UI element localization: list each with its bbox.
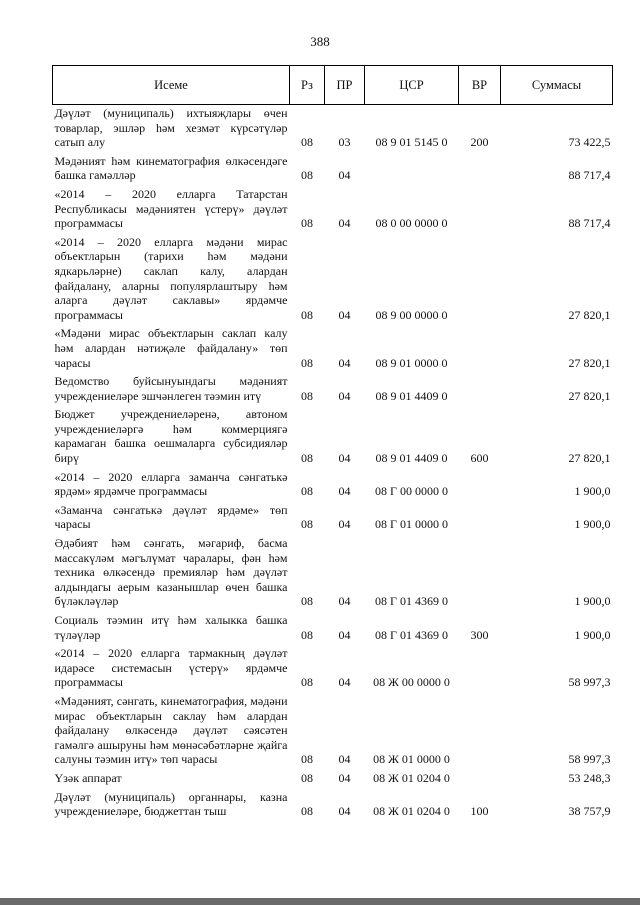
cell-vr [459,469,501,502]
cell-name: «2014 – 2020 елларга Татарстан Республикасы мәдәниятен үстерү» дәүләт программасы [54,186,288,231]
cell-rz: 08 [301,307,313,322]
cell-rz: 08 [301,627,313,642]
cell-csr: 08 Ж 01 0204 0 [373,804,450,819]
cell-sum: 1 900,0 [574,484,611,499]
cell-name: «Мәдәни мирас объектларын саклап калу һәм алардан нәтиҗәле файдалану» төп чарасы [54,326,288,370]
cell-name: «2014 – 2020 елларга тармакның дәүләт идарәсе системасын үстерү» ярдәмче программасы [54,646,288,690]
cell-vr [459,373,501,406]
cell-name: Үзәк аппарат [54,770,122,785]
table-row [53,612,613,645]
cell-pr: 04 [338,216,351,231]
table-row [53,535,613,612]
cell-pr: 04 [338,355,351,370]
cell-pr: 04 [338,168,351,183]
table-row [53,234,613,326]
cell-pr: 04 [338,484,351,499]
page-number: 388 [310,34,330,49]
cell-name: Ведомство буйсынуындагы мәдәният учреждениеләре эшчәнлеген тәэмин итү [54,374,288,403]
cell-sum: 1 900,0 [574,594,611,609]
cell-sum: 58 997,3 [568,675,611,690]
cell-name: «2014 – 2020 елларга мәдәни мирас объектларын (тарихи һәм мәдәни ядкарьләрне) саклап калу, алардан файдалану, аларны популярлаштыру һәм аларга дәүләт саклавы» ярдәмче программасы [54,234,288,322]
table-row [53,645,613,693]
cell-rz: 08 [301,168,313,183]
cell-csr: 08 Г 01 4369 0 [375,594,448,609]
cell-sum: 27 820,1 [568,451,611,466]
column-header-pr: ПР [325,66,365,105]
cell-vr: 300 [470,627,489,642]
column-header-sum: Суммасы [501,66,613,105]
cell-sum: 27 820,1 [568,388,611,403]
cell-vr: 200 [470,135,489,150]
table-row [53,373,613,406]
cell-sum: 38 757,9 [568,804,611,819]
cell-csr: 08 9 01 4409 0 [375,388,448,403]
cell-csr: 08 9 01 5145 0 [375,135,448,150]
cell-vr [459,234,501,326]
cell-sum: 53 248,3 [568,770,611,785]
cell-vr [459,770,501,789]
cell-pr: 04 [338,627,351,642]
cell-vr: 600 [470,451,489,466]
table-row [53,325,613,373]
scan-edge-strip [0,898,640,905]
cell-pr: 04 [338,307,351,322]
column-header-vr: ВР [459,66,501,105]
cell-csr: 08 9 01 0000 0 [375,355,448,370]
cell-vr [459,153,501,186]
cell-pr: 04 [338,675,351,690]
cell-vr [459,693,501,770]
cell-rz: 08 [301,451,313,466]
cell-name: Дәүләт (муниципаль) ихтыяҗлары өчен товарлар, эшләр һәм хезмәт күрсәтүләр сатып алу [54,106,288,150]
cell-name: Әдәбият һәм сәнгать, мәгариф, басма массакүләм мәгълүмат чаралары, фән һәм техника өлкәсендә премияләр һәм дәүләт алдындагы аерым казанышлар өчен башка бүләкләүләр [54,536,288,609]
cell-sum: 1 900,0 [574,627,611,642]
cell-pr: 04 [338,594,351,609]
cell-rz: 08 [301,135,313,150]
cell-pr: 04 [338,388,351,403]
cell-pr: 04 [338,752,351,767]
cell-name: «Мәдәният, сәнгать, кинематография, мәдәни мирас объектларын саклау һәм алардан файдалану өлкәсендә дәүләт сәясәтен гамәлгә ашыруны һәм мөнәсәбәтләрне җайга салуны тәэмин итү» төп чарасы [54,693,288,767]
cell-sum: 88 717,4 [568,216,611,231]
cell-vr [459,186,501,234]
cell-vr [459,535,501,612]
table-row [53,153,613,186]
cell-rz: 08 [301,752,313,767]
column-header-rz: Рз [290,66,325,105]
cell-csr: 08 Г 01 4369 0 [375,627,448,642]
cell-pr: 04 [338,451,351,466]
table-row [53,693,613,770]
cell-csr [365,153,459,186]
cell-rz: 08 [301,675,313,690]
table-row [53,502,613,535]
cell-name: Мәдәният һәм кинематография өлкәсендәге башка гамәлләр [54,153,288,183]
cell-rz: 08 [301,216,313,231]
cell-vr [459,645,501,693]
cell-pr: 04 [338,804,351,819]
cell-name: Дәүләт (муниципаль) органнары, казна учреждениеләре, бюджеттан тыш [54,789,288,819]
cell-csr: 08 Г 01 0000 0 [375,517,448,532]
cell-pr: 03 [338,135,351,150]
cell-rz: 08 [301,388,313,403]
cell-rz: 08 [301,804,313,819]
cell-pr: 04 [338,517,351,532]
cell-name: «2014 – 2020 елларга заманча сәнгатькә ярдәм» ярдәмче программасы [54,469,288,499]
cell-csr: 08 0 00 0000 0 [375,216,448,231]
cell-sum: 58 997,3 [568,752,611,767]
cell-rz: 08 [301,770,313,785]
cell-rz: 08 [301,517,313,532]
cell-sum: 73 422,5 [568,135,611,150]
cell-rz: 08 [301,355,313,370]
cell-sum: 88 717,4 [568,168,611,183]
cell-csr: 08 9 01 4409 0 [375,451,448,466]
cell-vr: 100 [470,804,489,819]
cell-csr: 08 Г 00 0000 0 [375,484,448,499]
cell-rz: 08 [301,594,313,609]
table-row [53,105,613,153]
cell-csr: 08 Ж 01 0204 0 [373,770,450,785]
cell-sum: 27 820,1 [568,307,611,322]
table-header [53,66,613,105]
column-header-csr: ЦСР [365,66,459,105]
cell-csr: 08 9 00 0000 0 [375,307,448,322]
table-row [53,406,613,468]
cell-name: Бюджет учреждениеләренә, автоном учреждениеләргә һәм коммерциягә карамаган башка оешмаларга субсидияләр бирү [54,407,288,466]
cell-csr: 08 Ж 01 0000 0 [373,752,450,767]
table-row [53,186,613,234]
cell-name: Социаль тәэмин итү һәм халыкка башка түләүләр [54,613,288,642]
cell-vr [459,502,501,535]
table-body [53,105,613,822]
table-row [53,770,613,789]
cell-rz: 08 [301,484,313,499]
cell-sum: 1 900,0 [574,517,611,532]
cell-name: «Заманча сәнгатькә дәүләт ярдәме» төп чарасы [54,502,288,532]
table-row [53,789,613,822]
table-row [53,469,613,502]
budget-table [52,65,613,822]
cell-csr: 08 Ж 00 0000 0 [373,675,450,690]
column-header-name: Исеме [53,66,290,105]
cell-sum: 27 820,1 [568,355,611,370]
cell-vr [459,325,501,373]
cell-pr: 04 [338,770,351,785]
